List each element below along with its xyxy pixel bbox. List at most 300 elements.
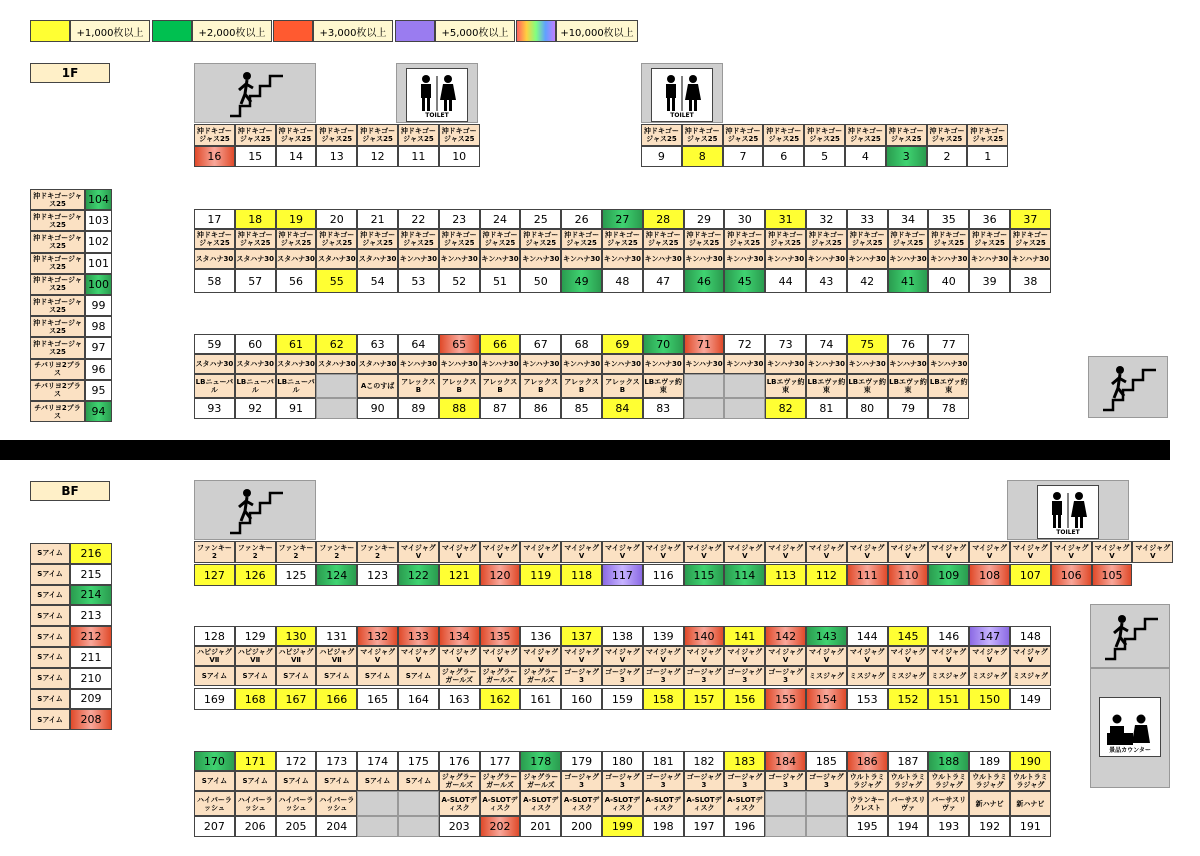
machine-number[interactable]: 185 (806, 751, 847, 771)
machine-number[interactable]: 13 (316, 146, 357, 167)
machine-number[interactable]: 78 (928, 398, 969, 419)
machine-label: 沖ドキゴージャス25 (235, 124, 276, 146)
machine-number[interactable]: 192 (969, 816, 1010, 837)
machine-number[interactable]: 6 (763, 146, 804, 167)
machine-number[interactable]: 86 (520, 398, 561, 419)
machine-number[interactable]: 55 (316, 269, 357, 293)
machine-number[interactable]: 40 (928, 269, 969, 293)
machine-number[interactable]: 105 (1092, 564, 1133, 586)
machine-number[interactable]: 134 (439, 626, 480, 646)
machine-number[interactable]: 159 (602, 688, 643, 710)
machine-label: Sアイム (30, 626, 70, 647)
machine-label: 沖ドキゴージャス25 (765, 229, 806, 249)
machine-label: キンハナ30 (969, 249, 1010, 269)
machine-label: キンハナ30 (765, 249, 806, 269)
machine-label: Sアイム (30, 605, 70, 626)
empty-slot (806, 791, 847, 816)
machine-number[interactable]: 215 (70, 564, 112, 585)
machine-number[interactable]: 31 (765, 209, 806, 229)
machine-number[interactable]: 157 (684, 688, 725, 710)
machine-number[interactable]: 61 (276, 334, 317, 354)
machine-number[interactable]: 104 (85, 189, 112, 210)
machine-number[interactable]: 99 (85, 295, 112, 316)
machine-number[interactable]: 103 (85, 210, 112, 231)
machine-number[interactable]: 166 (316, 688, 357, 710)
machine-number[interactable]: 29 (684, 209, 725, 229)
machine-number[interactable]: 44 (765, 269, 806, 293)
machine-number[interactable]: 84 (602, 398, 643, 419)
machine-label: キンハナ30 (928, 249, 969, 269)
machine-number[interactable]: 97 (85, 337, 112, 358)
machine-number[interactable]: 80 (847, 398, 888, 419)
machine-number[interactable]: 144 (847, 626, 888, 646)
machine-number[interactable]: 193 (928, 816, 969, 837)
machine-label: マイジャグV (928, 646, 969, 666)
machine-number[interactable]: 132 (357, 626, 398, 646)
machine-number[interactable]: 110 (888, 564, 929, 586)
machine-number[interactable]: 198 (643, 816, 684, 837)
machine-number[interactable]: 34 (888, 209, 929, 229)
machine-label: 沖ドキゴージャス25 (641, 124, 682, 146)
machine-number[interactable]: 202 (480, 816, 521, 837)
machine-number[interactable]: 16 (194, 146, 235, 167)
machine-label: マイジャグV (1051, 541, 1092, 563)
machine-number[interactable]: 27 (602, 209, 643, 229)
machine-number[interactable]: 160 (561, 688, 602, 710)
machine-number[interactable]: 158 (643, 688, 684, 710)
machine-number[interactable]: 92 (235, 398, 276, 419)
machine-number[interactable]: 213 (70, 605, 112, 626)
machine-label: マイジャグV (398, 541, 439, 563)
machine-number[interactable]: 147 (969, 626, 1010, 646)
machine-number[interactable]: 183 (724, 751, 765, 771)
machine-number[interactable]: 35 (928, 209, 969, 229)
machine-number[interactable]: 112 (806, 564, 847, 586)
machine-label: Sアイム (398, 771, 439, 791)
machine-number[interactable]: 48 (602, 269, 643, 293)
machine-number[interactable]: 15 (235, 146, 276, 167)
machine-number[interactable]: 96 (85, 359, 112, 380)
machine-number[interactable]: 71 (684, 334, 725, 354)
machine-number[interactable]: 214 (70, 585, 112, 606)
machine-label: Sアイム (316, 666, 357, 686)
machine-label: Aこのすば (357, 374, 398, 398)
machine-number[interactable]: 133 (398, 626, 439, 646)
machine-number[interactable]: 212 (70, 626, 112, 647)
machine-number[interactable]: 196 (724, 816, 765, 837)
machine-label: LBニューパル (235, 374, 276, 398)
machine-number[interactable]: 216 (70, 543, 112, 564)
machine-label: ファンキー2 (357, 541, 398, 563)
empty-slot (724, 398, 765, 419)
machine-number[interactable]: 70 (643, 334, 684, 354)
machine-number[interactable]: 57 (235, 269, 276, 293)
machine-number[interactable]: 24 (480, 209, 521, 229)
machine-label: ミスジャグ (847, 666, 888, 686)
machine-number[interactable]: 4 (845, 146, 886, 167)
machine-number[interactable]: 11 (398, 146, 439, 167)
machine-number[interactable]: 53 (398, 269, 439, 293)
machine-number[interactable]: 164 (398, 688, 439, 710)
machine-label: アレックスB (398, 374, 439, 398)
machine-number[interactable]: 106 (1051, 564, 1092, 586)
machine-number[interactable]: 156 (724, 688, 765, 710)
machine-number[interactable]: 118 (561, 564, 602, 586)
machine-label: ゴージャグ3 (806, 771, 847, 791)
machine-label: Sアイム (30, 668, 70, 689)
machine-number[interactable]: 114 (724, 564, 765, 586)
machine-number[interactable]: 209 (70, 689, 112, 710)
machine-number[interactable]: 102 (85, 231, 112, 252)
machine-number[interactable]: 174 (357, 751, 398, 771)
machine-number[interactable]: 137 (561, 626, 602, 646)
machine-label: キンハナ30 (398, 354, 439, 374)
machine-number[interactable]: 26 (561, 209, 602, 229)
machine-number[interactable]: 170 (194, 751, 235, 771)
machine-label: 沖ドキゴージャス25 (194, 229, 235, 249)
empty-slot (357, 816, 398, 837)
machine-number[interactable]: 197 (684, 816, 725, 837)
machine-number[interactable]: 95 (85, 380, 112, 401)
machine-number[interactable]: 59 (194, 334, 235, 354)
machine-label: マイジャグV (684, 541, 725, 563)
machine-number[interactable]: 58 (194, 269, 235, 293)
machine-number[interactable]: 21 (357, 209, 398, 229)
machine-number[interactable]: 109 (928, 564, 969, 586)
machine-number[interactable]: 190 (1010, 751, 1051, 771)
machine-label: マイジャグV (888, 541, 929, 563)
machine-number[interactable]: 184 (765, 751, 806, 771)
floor-label-1f: 1F (30, 63, 110, 83)
machine-number[interactable]: 82 (765, 398, 806, 419)
machine-label: ゴージャグ3 (684, 771, 725, 791)
machine-number[interactable]: 162 (480, 688, 521, 710)
machine-number[interactable]: 90 (357, 398, 398, 419)
machine-number[interactable]: 200 (561, 816, 602, 837)
machine-label: ウルトラミラジャグ (928, 771, 969, 791)
machine-number[interactable]: 181 (643, 751, 684, 771)
machine-label: ハイパーラッシュ (194, 791, 235, 816)
machine-label: マイジャグV (480, 541, 521, 563)
machine-number[interactable]: 128 (194, 626, 235, 646)
machine-number[interactable]: 182 (684, 751, 725, 771)
machine-number[interactable]: 153 (847, 688, 888, 710)
machine-number[interactable]: 76 (888, 334, 929, 354)
machine-label: キンハナ30 (847, 249, 888, 269)
machine-label: ミスジャグ (1010, 666, 1051, 686)
machine-label: キンハナ30 (888, 354, 929, 374)
machine-number[interactable]: 1 (967, 146, 1008, 167)
machine-number[interactable]: 52 (439, 269, 480, 293)
machine-number[interactable]: 121 (439, 564, 480, 586)
machine-number[interactable]: 204 (316, 816, 357, 837)
machine-label: 沖ドキゴージャス25 (357, 124, 398, 146)
empty-slot (806, 816, 847, 837)
machine-label: ミスジャグ (888, 666, 929, 686)
machine-number[interactable]: 74 (806, 334, 847, 354)
machine-number[interactable]: 175 (398, 751, 439, 771)
machine-number[interactable]: 124 (316, 564, 357, 586)
machine-label: ハピジャグVⅡ (235, 646, 276, 666)
machine-label: キンハナ30 (480, 249, 521, 269)
machine-number[interactable]: 186 (847, 751, 888, 771)
machine-label: ジャグラーガールズ (520, 771, 561, 791)
machine-number[interactable]: 123 (357, 564, 398, 586)
machine-label: ハピジャグVⅡ (276, 646, 317, 666)
machine-number[interactable]: 41 (888, 269, 929, 293)
machine-number[interactable]: 194 (888, 816, 929, 837)
machine-number[interactable]: 207 (194, 816, 235, 837)
machine-number[interactable]: 101 (85, 253, 112, 274)
machine-number[interactable]: 51 (480, 269, 521, 293)
machine-label: キンハナ30 (928, 354, 969, 374)
machine-number[interactable]: 64 (398, 334, 439, 354)
machine-number[interactable]: 187 (888, 751, 929, 771)
machine-number[interactable]: 191 (1010, 816, 1051, 837)
machine-label: 沖ドキゴージャス25 (30, 274, 85, 295)
legend-label: +1,000枚以上 (70, 20, 150, 42)
machine-number[interactable]: 119 (520, 564, 561, 586)
machine-number[interactable]: 117 (602, 564, 643, 586)
machine-number[interactable]: 210 (70, 668, 112, 689)
machine-number[interactable]: 129 (235, 626, 276, 646)
machine-label: ゴージャグ3 (643, 666, 684, 686)
machine-label: キンハナ30 (684, 249, 725, 269)
legend-label: +5,000枚以上 (435, 20, 515, 42)
machine-number[interactable]: 5 (804, 146, 845, 167)
machine-number[interactable]: 142 (765, 626, 806, 646)
machine-number[interactable]: 201 (520, 816, 561, 837)
machine-label: スタハナ30 (316, 249, 357, 269)
machine-number[interactable]: 23 (439, 209, 480, 229)
machine-label: アレックスB (480, 374, 521, 398)
machine-number[interactable]: 72 (724, 334, 765, 354)
machine-number[interactable]: 150 (969, 688, 1010, 710)
machine-number[interactable]: 17 (194, 209, 235, 229)
machine-number[interactable]: 87 (480, 398, 521, 419)
machine-number[interactable]: 139 (643, 626, 684, 646)
machine-number[interactable]: 81 (806, 398, 847, 419)
machine-number[interactable]: 93 (194, 398, 235, 419)
machine-number[interactable]: 168 (235, 688, 276, 710)
machine-number[interactable]: 46 (684, 269, 725, 293)
machine-label: マイジャグV (806, 646, 847, 666)
machine-number[interactable]: 177 (480, 751, 521, 771)
machine-number[interactable]: 208 (70, 709, 112, 730)
machine-number[interactable]: 98 (85, 316, 112, 337)
machine-number[interactable]: 179 (561, 751, 602, 771)
machine-number[interactable]: 67 (520, 334, 561, 354)
machine-number[interactable]: 8 (682, 146, 723, 167)
machine-number[interactable]: 178 (520, 751, 561, 771)
machine-number[interactable]: 107 (1010, 564, 1051, 586)
machine-number[interactable]: 206 (235, 816, 276, 837)
machine-number[interactable]: 116 (643, 564, 684, 586)
machine-label: 沖ドキゴージャス25 (724, 229, 765, 249)
machine-label: A-SLOTディスク (439, 791, 480, 816)
machine-number[interactable]: 62 (316, 334, 357, 354)
machine-number[interactable]: 83 (643, 398, 684, 419)
machine-number[interactable]: 145 (888, 626, 929, 646)
machine-number[interactable]: 141 (724, 626, 765, 646)
machine-number[interactable]: 138 (602, 626, 643, 646)
machine-number[interactable]: 176 (439, 751, 480, 771)
machine-number[interactable]: 69 (602, 334, 643, 354)
machine-number[interactable]: 127 (194, 564, 235, 586)
machine-number[interactable]: 149 (1010, 688, 1051, 710)
machine-number[interactable]: 19 (276, 209, 317, 229)
toilet-icon (660, 74, 704, 112)
machine-label: キンハナ30 (765, 354, 806, 374)
machine-number[interactable]: 9 (641, 146, 682, 167)
machine-number[interactable]: 111 (847, 564, 888, 586)
machine-number[interactable]: 91 (276, 398, 317, 419)
machine-number[interactable]: 188 (928, 751, 969, 771)
machine-label: 沖ドキゴージャス25 (357, 229, 398, 249)
machine-number[interactable]: 36 (969, 209, 1010, 229)
machine-number[interactable]: 135 (480, 626, 521, 646)
machine-label: 沖ドキゴージャス25 (30, 337, 85, 358)
machine-number[interactable]: 108 (969, 564, 1010, 586)
machine-number[interactable]: 151 (928, 688, 969, 710)
machine-number[interactable]: 28 (643, 209, 684, 229)
machine-number[interactable]: 165 (357, 688, 398, 710)
machine-number[interactable]: 130 (276, 626, 317, 646)
machine-label: 新ハナビ (969, 791, 1010, 816)
machine-number[interactable]: 140 (684, 626, 725, 646)
machine-number[interactable]: 152 (888, 688, 929, 710)
machine-number[interactable]: 39 (969, 269, 1010, 293)
machine-number[interactable]: 7 (723, 146, 764, 167)
machine-label: ジャグラーガールズ (439, 666, 480, 686)
machine-number[interactable]: 18 (235, 209, 276, 229)
machine-label: キンハナ30 (806, 249, 847, 269)
machine-label: ファンキー2 (235, 541, 276, 563)
machine-label: 沖ドキゴージャス25 (643, 229, 684, 249)
machine-number[interactable]: 68 (561, 334, 602, 354)
machine-number[interactable]: 73 (765, 334, 806, 354)
machine-number[interactable]: 79 (888, 398, 929, 419)
machine-number[interactable]: 14 (276, 146, 317, 167)
machine-label: 沖ドキゴージャス25 (928, 229, 969, 249)
machine-number[interactable]: 77 (928, 334, 969, 354)
empty-slot (765, 791, 806, 816)
machine-label: キンハナ30 (602, 354, 643, 374)
machine-number[interactable]: 125 (276, 564, 317, 586)
machine-number[interactable]: 195 (847, 816, 888, 837)
machine-number[interactable]: 205 (276, 816, 317, 837)
machine-number[interactable]: 42 (847, 269, 888, 293)
machine-number[interactable]: 161 (520, 688, 561, 710)
machine-label: LBエヴァ約束 (847, 374, 888, 398)
machine-number[interactable]: 45 (724, 269, 765, 293)
machine-number[interactable]: 94 (85, 401, 112, 422)
empty-slot (316, 398, 357, 419)
machine-number[interactable]: 167 (276, 688, 317, 710)
machine-label: ハイパーラッシュ (316, 791, 357, 816)
machine-number[interactable]: 50 (520, 269, 561, 293)
machine-number[interactable]: 32 (806, 209, 847, 229)
machine-number[interactable]: 171 (235, 751, 276, 771)
machine-label: キンハナ30 (888, 249, 929, 269)
machine-label: 沖ドキゴージャス25 (276, 229, 317, 249)
machine-number[interactable]: 65 (439, 334, 480, 354)
machine-label: ウルトラミラジャグ (969, 771, 1010, 791)
machine-number[interactable]: 131 (316, 626, 357, 646)
machine-number[interactable]: 22 (398, 209, 439, 229)
machine-number[interactable]: 172 (276, 751, 317, 771)
machine-number[interactable]: 25 (520, 209, 561, 229)
machine-number[interactable]: 120 (480, 564, 521, 586)
machine-number[interactable]: 113 (765, 564, 806, 586)
machine-number[interactable]: 89 (398, 398, 439, 419)
machine-number[interactable]: 148 (1010, 626, 1051, 646)
machine-number[interactable]: 3 (886, 146, 927, 167)
machine-number[interactable]: 20 (316, 209, 357, 229)
machine-number[interactable]: 173 (316, 751, 357, 771)
machine-number[interactable]: 155 (765, 688, 806, 710)
machine-number[interactable]: 146 (928, 626, 969, 646)
machine-number[interactable]: 47 (643, 269, 684, 293)
machine-number[interactable]: 66 (480, 334, 521, 354)
machine-label: 沖ドキゴージャス25 (480, 229, 521, 249)
machine-label: キンハナ30 (561, 249, 602, 269)
machine-number[interactable]: 100 (85, 274, 112, 295)
machine-label: スタハナ30 (194, 249, 235, 269)
machine-number[interactable]: 154 (806, 688, 847, 710)
machine-number[interactable]: 63 (357, 334, 398, 354)
machine-label: マイジャグV (1132, 541, 1173, 563)
machine-number[interactable]: 85 (561, 398, 602, 419)
machine-number[interactable]: 211 (70, 647, 112, 668)
machine-number[interactable]: 189 (969, 751, 1010, 771)
machine-label: マイジャグV (357, 646, 398, 666)
machine-label: キンハナ30 (480, 354, 521, 374)
machine-number[interactable]: 143 (806, 626, 847, 646)
toilet-label: TOILET (670, 112, 694, 119)
machine-number[interactable]: 122 (398, 564, 439, 586)
machine-label: Sアイム (357, 666, 398, 686)
machine-number[interactable]: 60 (235, 334, 276, 354)
machine-label: キンハナ30 (602, 249, 643, 269)
machine-label: 沖ドキゴージャス25 (30, 316, 85, 337)
machine-number[interactable]: 115 (684, 564, 725, 586)
machine-number[interactable]: 56 (276, 269, 317, 293)
machine-number[interactable]: 38 (1010, 269, 1051, 293)
machine-number[interactable]: 30 (724, 209, 765, 229)
machine-label: アレックスB (561, 374, 602, 398)
machine-number[interactable]: 2 (927, 146, 968, 167)
machine-number[interactable]: 12 (357, 146, 398, 167)
machine-number[interactable]: 33 (847, 209, 888, 229)
machine-number[interactable]: 180 (602, 751, 643, 771)
machine-number[interactable]: 163 (439, 688, 480, 710)
machine-number[interactable]: 126 (235, 564, 276, 586)
machine-label: スタハナ30 (235, 354, 276, 374)
machine-number[interactable]: 75 (847, 334, 888, 354)
machine-number[interactable]: 37 (1010, 209, 1051, 229)
machine-number[interactable]: 136 (520, 626, 561, 646)
machine-number[interactable]: 203 (439, 816, 480, 837)
machine-number[interactable]: 49 (561, 269, 602, 293)
machine-number[interactable]: 199 (602, 816, 643, 837)
machine-label: ゴージャグ3 (643, 771, 684, 791)
machine-number[interactable]: 10 (439, 146, 480, 167)
machine-number[interactable]: 43 (806, 269, 847, 293)
machine-number[interactable]: 54 (357, 269, 398, 293)
machine-number[interactable]: 88 (439, 398, 480, 419)
machine-number[interactable]: 169 (194, 688, 235, 710)
